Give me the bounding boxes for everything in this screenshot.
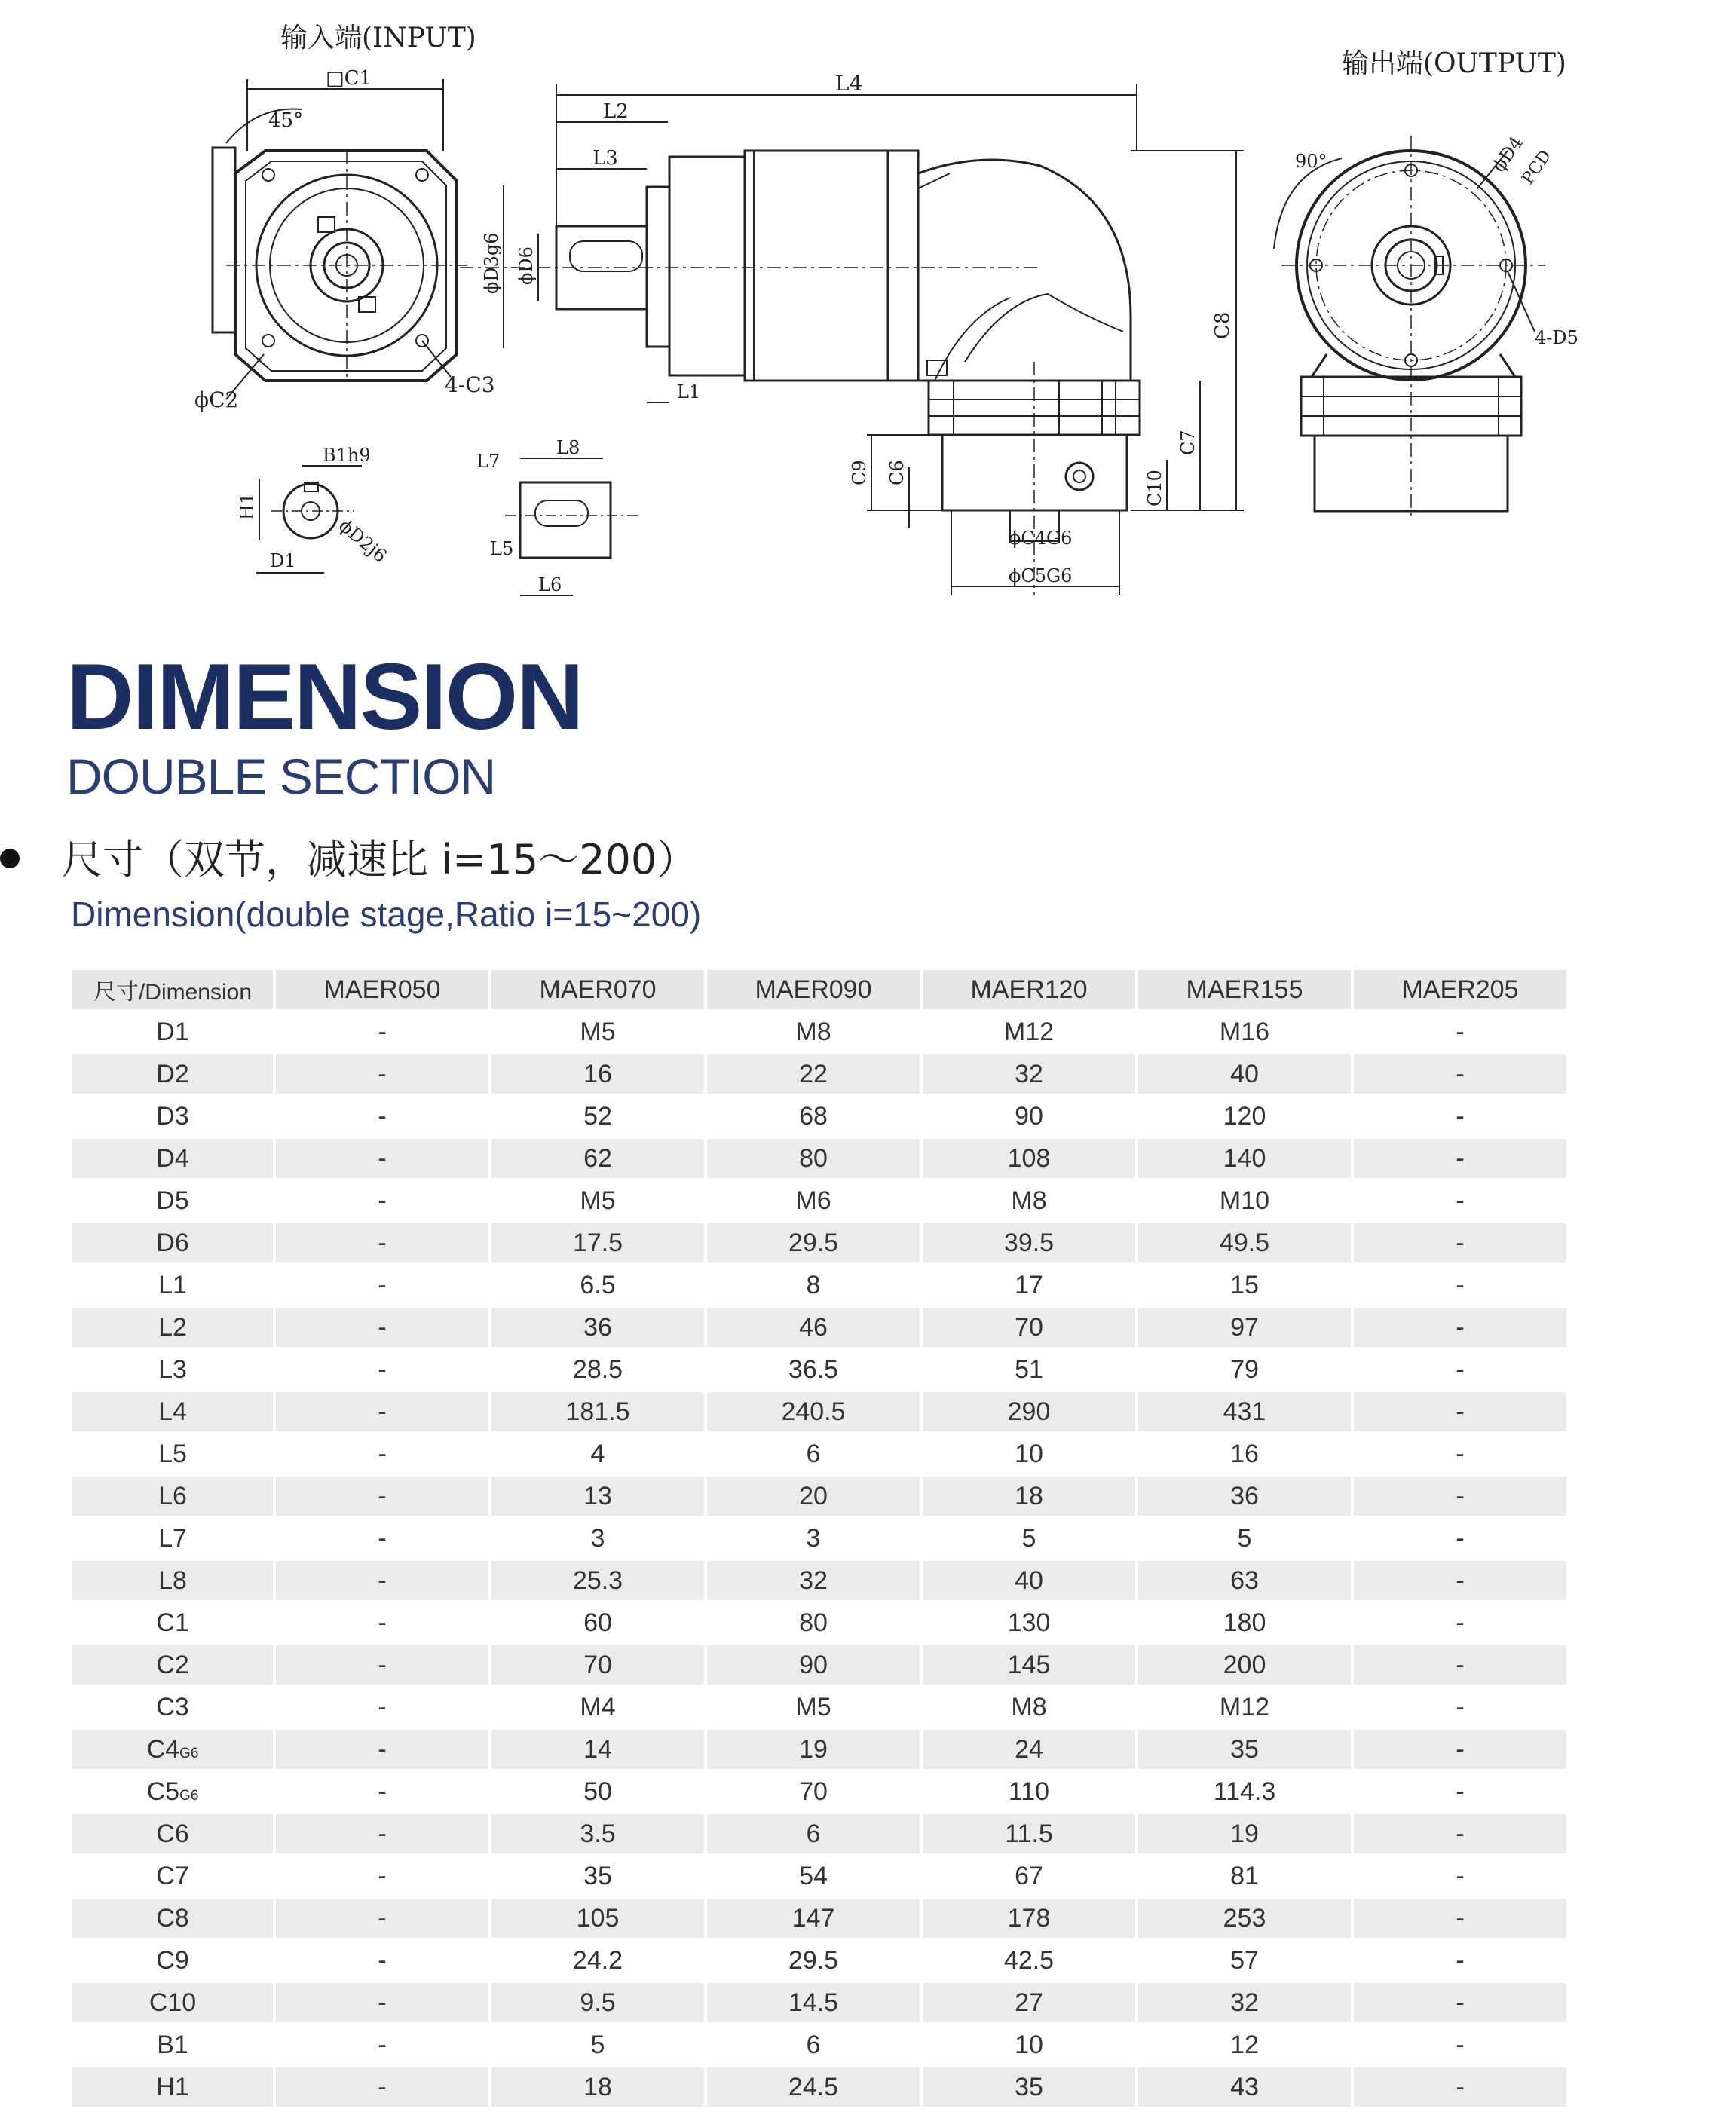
- table-cell: 5: [491, 2025, 704, 2064]
- table-cell: M4: [491, 1688, 704, 1727]
- table-cell: 181.5: [491, 1392, 704, 1431]
- table-cell: 105: [491, 1899, 704, 1938]
- table-cell: 80: [707, 1139, 920, 1178]
- row-label-text: D2: [156, 1059, 189, 1088]
- table-cell: 70: [707, 1772, 920, 1811]
- table-cell: M12: [1138, 1688, 1351, 1727]
- table-cell: -: [276, 1856, 488, 1896]
- table-cell: 431: [1138, 1392, 1351, 1431]
- table-cell: -: [276, 1983, 488, 2022]
- table-cell: -: [1354, 1561, 1566, 1600]
- table-row: [72, 1097, 1566, 1136]
- table-cell: -: [276, 2067, 488, 2107]
- row-label: [72, 1350, 273, 1389]
- dim-d6: ϕD6: [516, 246, 537, 285]
- table-cell: -: [1354, 1814, 1566, 1853]
- table-cell: 4: [491, 1434, 704, 1474]
- table-cell: -: [276, 1603, 488, 1642]
- chinese-caption: 尺寸（双节，减速比 i=15～200）: [62, 836, 698, 883]
- table-cell: 32: [1138, 1983, 1351, 2022]
- table-cell: M5: [707, 1688, 920, 1727]
- table-cell: 81: [1138, 1856, 1351, 1896]
- table-cell: -: [1354, 1856, 1566, 1896]
- table-cell: -: [1354, 1688, 1566, 1727]
- table-cell: -: [1354, 1730, 1566, 1769]
- table-cell: 19: [707, 1730, 920, 1769]
- header-model: MAER155: [1138, 970, 1351, 1009]
- table-cell: -: [1354, 1772, 1566, 1811]
- dim-d4: ϕD4: [1487, 132, 1528, 176]
- dim-c4g6: ϕC4G6: [1009, 528, 1073, 549]
- dim-l7: L7: [476, 451, 501, 472]
- table-cell: -: [1354, 1139, 1566, 1178]
- table-cell: -: [1354, 1392, 1566, 1431]
- table-row: [72, 1561, 1566, 1600]
- table-cell: 3: [707, 1519, 920, 1558]
- row-label-text: H1: [156, 2072, 189, 2101]
- table-cell: -: [1354, 1054, 1566, 1094]
- table-cell: M16: [1138, 1012, 1351, 1051]
- table-header-row: [72, 970, 1566, 1009]
- table-cell: -: [276, 1181, 488, 1220]
- dim-c9: C9: [849, 460, 870, 485]
- table-cell: 46: [707, 1308, 920, 1347]
- table-cell: 29.5: [707, 1223, 920, 1262]
- header-model: MAER050: [276, 970, 488, 1009]
- dim-l6: L6: [538, 574, 562, 595]
- table-cell: -: [1354, 1983, 1566, 2022]
- table-row: [72, 1941, 1566, 1980]
- table-row: [72, 1434, 1566, 1474]
- dim-c3: 4-C3: [445, 372, 495, 397]
- dim-d1: D1: [270, 550, 296, 571]
- header-model: MAER070: [491, 970, 704, 1009]
- row-label-text: C8: [156, 1903, 189, 1933]
- table-cell: -: [276, 1054, 488, 1094]
- table-cell: 22: [707, 1054, 920, 1094]
- row-label-text: L3: [158, 1354, 187, 1384]
- dim-h1: H1: [237, 492, 258, 520]
- table-cell: 67: [923, 1856, 1135, 1896]
- table-row: [72, 1645, 1566, 1685]
- row-label-text: L8: [158, 1565, 187, 1595]
- row-label-text: L4: [158, 1397, 187, 1426]
- row-label-text: L1: [158, 1270, 187, 1299]
- table-cell: M8: [923, 1688, 1135, 1727]
- table-cell: 20: [707, 1477, 920, 1516]
- table-row: [72, 1350, 1566, 1389]
- header-dimension: [72, 970, 273, 1009]
- dim-c10: C10: [1144, 470, 1165, 507]
- output-label: 输出端(OUTPUT): [1342, 48, 1566, 79]
- table-cell: 15: [1138, 1265, 1351, 1305]
- row-label-text: D6: [156, 1228, 189, 1257]
- row-label-text: L6: [158, 1481, 187, 1510]
- table-cell: 50: [491, 1772, 704, 1811]
- table-cell: 180: [1138, 1603, 1351, 1642]
- header-dimension-en: /Dimension: [138, 980, 253, 1005]
- table-cell: 17.5: [491, 1223, 704, 1262]
- table-cell: 120: [1138, 1097, 1351, 1136]
- dim-l2: L2: [603, 100, 629, 123]
- table-cell: 3.5: [491, 1814, 704, 1853]
- table-cell: 110: [923, 1772, 1135, 1811]
- table-cell: M6: [707, 1181, 920, 1220]
- row-label: [72, 1392, 273, 1431]
- table-cell: 24.2: [491, 1941, 704, 1980]
- table-cell: -: [276, 1477, 488, 1516]
- row-label-text: C4: [146, 1734, 180, 1764]
- table-cell: -: [1354, 1223, 1566, 1262]
- dim-90deg: 90°: [1295, 151, 1327, 172]
- table-cell: -: [1354, 1477, 1566, 1516]
- table-cell: 51: [923, 1350, 1135, 1389]
- row-label-text: C2: [156, 1650, 189, 1679]
- row-label: [72, 1645, 273, 1685]
- table-cell: -: [1354, 1603, 1566, 1642]
- dim-d3g6: ϕD3g6: [481, 232, 502, 294]
- table-cell: 6: [707, 1434, 920, 1474]
- table-cell: 140: [1138, 1139, 1351, 1178]
- table-cell: 40: [1138, 1054, 1351, 1094]
- dim-c6: C6: [886, 460, 908, 485]
- table-cell: 253: [1138, 1899, 1351, 1938]
- table-cell: 36: [491, 1308, 704, 1347]
- row-label-text: C3: [156, 1692, 189, 1721]
- row-label: [72, 1983, 273, 2022]
- table-cell: -: [1354, 1645, 1566, 1685]
- row-label: [72, 1941, 273, 1980]
- table-row: [72, 1603, 1566, 1642]
- row-label-subscript: G6: [179, 1787, 199, 1804]
- table-cell: 19: [1138, 1814, 1351, 1853]
- row-label: [72, 1434, 273, 1474]
- row-label-text: D3: [156, 1101, 189, 1131]
- row-label: [72, 1730, 273, 1769]
- table-row: [72, 2025, 1566, 2064]
- table-cell: 40: [923, 1561, 1135, 1600]
- row-label: [72, 1308, 273, 1347]
- row-label-text: C9: [156, 1945, 189, 1975]
- row-label: [72, 1054, 273, 1094]
- input-end-view: [194, 23, 495, 412]
- table-cell: M8: [707, 1012, 920, 1051]
- table-cell: 43: [1138, 2067, 1351, 2107]
- row-label: [72, 1519, 273, 1558]
- table-cell: -: [276, 1899, 488, 1938]
- table-row: [72, 2067, 1566, 2107]
- table-cell: -: [276, 1097, 488, 1136]
- table-cell: 28.5: [491, 1350, 704, 1389]
- dim-d5: 4-D5: [1535, 327, 1578, 348]
- dim-l8: L8: [556, 437, 580, 458]
- table-cell: -: [276, 1645, 488, 1685]
- table-cell: 13: [491, 1477, 704, 1516]
- side-view: [460, 71, 1244, 595]
- table-cell: 14: [491, 1730, 704, 1769]
- table-cell: 29.5: [707, 1941, 920, 1980]
- table-cell: 90: [923, 1097, 1135, 1136]
- dimension-table: [69, 967, 1569, 2110]
- table-cell: 12: [1138, 2025, 1351, 2064]
- table-cell: 32: [923, 1054, 1135, 1094]
- table-cell: 63: [1138, 1561, 1351, 1600]
- row-label-text: L7: [158, 1523, 187, 1553]
- table-cell: 57: [1138, 1941, 1351, 1980]
- table-cell: 3: [491, 1519, 704, 1558]
- table-cell: -: [276, 1519, 488, 1558]
- shaft-key-view: [237, 445, 391, 573]
- dim-l1: L1: [677, 381, 701, 402]
- table-cell: -: [276, 1941, 488, 1980]
- english-caption: Dimension(double stage,Ratio i=15~200): [71, 895, 702, 934]
- table-cell: 5: [1138, 1519, 1351, 1558]
- table-cell: 54: [707, 1856, 920, 1896]
- table-cell: 147: [707, 1899, 920, 1938]
- table-cell: 8: [707, 1265, 920, 1305]
- table-cell: 16: [491, 1054, 704, 1094]
- page-subtitle: DOUBLE SECTION: [66, 748, 496, 804]
- row-label: [72, 1688, 273, 1727]
- table-row: [72, 1983, 1566, 2022]
- table-cell: 68: [707, 1097, 920, 1136]
- technical-drawing: [0, 0, 1736, 611]
- row-label-text: C1: [156, 1608, 189, 1637]
- table-cell: 18: [491, 2067, 704, 2107]
- table-row: [72, 1308, 1566, 1347]
- table-cell: 32: [707, 1561, 920, 1600]
- table-row: [72, 1899, 1566, 1938]
- table-cell: 42.5: [923, 1941, 1135, 1980]
- row-label: [72, 1097, 273, 1136]
- table-cell: 18: [923, 1477, 1135, 1516]
- table-cell: -: [276, 1265, 488, 1305]
- table-cell: 145: [923, 1645, 1135, 1685]
- table-row: [72, 1223, 1566, 1262]
- table-cell: 90: [707, 1645, 920, 1685]
- table-cell: -: [1354, 1434, 1566, 1474]
- header-dimension-cn: 尺寸: [93, 980, 139, 1005]
- row-label: [72, 1012, 273, 1051]
- table-cell: -: [276, 1434, 488, 1474]
- row-label: [72, 1772, 273, 1811]
- table-cell: -: [276, 1561, 488, 1600]
- table-cell: 70: [491, 1645, 704, 1685]
- table-cell: M5: [491, 1012, 704, 1051]
- table-cell: 80: [707, 1603, 920, 1642]
- row-label: [72, 1181, 273, 1220]
- dim-b1h9: B1h9: [323, 445, 371, 466]
- header-model: MAER090: [707, 970, 920, 1009]
- table-row: [72, 1181, 1566, 1220]
- section-heading: [66, 645, 583, 804]
- table-cell: -: [1354, 2067, 1566, 2107]
- row-label-text: C6: [156, 1819, 189, 1848]
- header-model: MAER120: [923, 970, 1135, 1009]
- table-cell: -: [276, 2025, 488, 2064]
- table-cell: -: [276, 1688, 488, 1727]
- row-label-text: C7: [156, 1861, 189, 1890]
- table-cell: -: [1354, 1519, 1566, 1558]
- table-row: [72, 1392, 1566, 1431]
- row-label: [72, 1603, 273, 1642]
- gearbox-drawing-svg: [0, 0, 1736, 611]
- table-cell: -: [1354, 1350, 1566, 1389]
- table-cell: -: [1354, 1012, 1566, 1051]
- table-cell: 240.5: [707, 1392, 920, 1431]
- table-cell: 24.5: [707, 2067, 920, 2107]
- table-row: [72, 1012, 1566, 1051]
- table-cell: 25.3: [491, 1561, 704, 1600]
- table-cell: 5: [923, 1519, 1135, 1558]
- table-cell: -: [1354, 1097, 1566, 1136]
- dim-l5: L5: [490, 538, 514, 559]
- dim-pcd: PCD: [1518, 146, 1556, 188]
- page-title: DIMENSION: [66, 645, 583, 749]
- table-row: [72, 1856, 1566, 1896]
- row-label: [72, 1561, 273, 1600]
- table-cell: 178: [923, 1899, 1135, 1938]
- row-label-text: L2: [158, 1312, 187, 1342]
- header-model: MAER205: [1354, 970, 1566, 1009]
- row-label-text: D5: [156, 1186, 189, 1215]
- dim-l4: L4: [835, 71, 863, 96]
- row-label-text: L5: [158, 1439, 187, 1468]
- table-row: [72, 1814, 1566, 1853]
- dim-c1: □C1: [326, 67, 372, 90]
- table-cell: -: [1354, 1941, 1566, 1980]
- table-cell: M8: [923, 1181, 1135, 1220]
- table-cell: 52: [491, 1097, 704, 1136]
- table-cell: 17: [923, 1265, 1135, 1305]
- dim-c2: ϕC2: [194, 387, 239, 412]
- table-cell: -: [1354, 2025, 1566, 2064]
- table-cell: 114.3: [1138, 1772, 1351, 1811]
- table-cell: 60: [491, 1603, 704, 1642]
- table-cell: 49.5: [1138, 1223, 1351, 1262]
- table-cell: -: [1354, 1308, 1566, 1347]
- keyway-view: [476, 437, 641, 595]
- table-cell: 79: [1138, 1350, 1351, 1389]
- table-row: [72, 1688, 1566, 1727]
- row-label: [72, 1899, 273, 1938]
- table-cell: 35: [491, 1856, 704, 1896]
- row-label: [72, 2025, 273, 2064]
- table-cell: 10: [923, 2025, 1135, 2064]
- row-label-text: D1: [156, 1017, 189, 1046]
- table-cell: 62: [491, 1139, 704, 1178]
- table-cell: -: [276, 1730, 488, 1769]
- table-cell: 6.5: [491, 1265, 704, 1305]
- table-cell: -: [1354, 1265, 1566, 1305]
- table-row: [72, 1265, 1566, 1305]
- table-row: [72, 1054, 1566, 1094]
- dim-c8: C8: [1211, 311, 1234, 339]
- table-cell: M10: [1138, 1181, 1351, 1220]
- dim-c7: C7: [1177, 430, 1199, 455]
- row-label: [72, 2067, 273, 2107]
- dim-c5g6: ϕC5G6: [1009, 565, 1073, 586]
- row-label-text: D4: [156, 1143, 189, 1173]
- table-row: [72, 1772, 1566, 1811]
- table-cell: 108: [923, 1139, 1135, 1178]
- table-cell: 290: [923, 1392, 1135, 1431]
- row-label: [72, 1139, 273, 1178]
- dim-45deg: 45°: [268, 109, 304, 132]
- dim-d2j6: ϕD2j6: [335, 515, 391, 567]
- table-cell: 6: [707, 1814, 920, 1853]
- table-cell: 9.5: [491, 1983, 704, 2022]
- table-cell: 11.5: [923, 1814, 1135, 1853]
- table-cell: 14.5: [707, 1983, 920, 2022]
- table-cell: 36.5: [707, 1350, 920, 1389]
- input-label: 输入端(INPUT): [280, 23, 476, 54]
- output-end-view: [1274, 48, 1578, 520]
- table-cell: -: [276, 1814, 488, 1853]
- table-cell: 35: [1138, 1730, 1351, 1769]
- dim-l3: L3: [592, 147, 618, 170]
- table-row: [72, 1139, 1566, 1178]
- table-cell: 39.5: [923, 1223, 1135, 1262]
- row-label: [72, 1265, 273, 1305]
- table-cell: 200: [1138, 1645, 1351, 1685]
- table-cell: -: [1354, 1181, 1566, 1220]
- table-cell: -: [276, 1223, 488, 1262]
- table-cell: 16: [1138, 1434, 1351, 1474]
- table-row: [72, 1477, 1566, 1516]
- table-cell: 24: [923, 1730, 1135, 1769]
- table-cell: -: [276, 1139, 488, 1178]
- row-label: [72, 1856, 273, 1896]
- row-label: [72, 1477, 273, 1516]
- row-label-text: B1: [157, 2030, 188, 2059]
- bullet-dot: [0, 849, 20, 868]
- table-cell: 130: [923, 1603, 1135, 1642]
- table-cell: -: [276, 1772, 488, 1811]
- table-row: [72, 1519, 1566, 1558]
- table-cell: M12: [923, 1012, 1135, 1051]
- table-cell: -: [1354, 1899, 1566, 1938]
- row-label-text: C5: [146, 1777, 180, 1806]
- table-cell: -: [276, 1392, 488, 1431]
- table-cell: 6: [707, 2025, 920, 2064]
- row-label-text: C10: [148, 1988, 197, 2017]
- table-cell: 70: [923, 1308, 1135, 1347]
- table-cell: -: [276, 1308, 488, 1347]
- row-label: [72, 1223, 273, 1262]
- row-label: [72, 1814, 273, 1853]
- table-body: [72, 1012, 1566, 2107]
- table-cell: 97: [1138, 1308, 1351, 1347]
- table-cell: 27: [923, 1983, 1135, 2022]
- table-cell: 35: [923, 2067, 1135, 2107]
- table-cell: 36: [1138, 1477, 1351, 1516]
- table-cell: 10: [923, 1434, 1135, 1474]
- table-row: [72, 1730, 1566, 1769]
- row-label-subscript: G6: [179, 1745, 199, 1761]
- table-cell: M5: [491, 1181, 704, 1220]
- table-cell: -: [276, 1012, 488, 1051]
- table-cell: -: [276, 1350, 488, 1389]
